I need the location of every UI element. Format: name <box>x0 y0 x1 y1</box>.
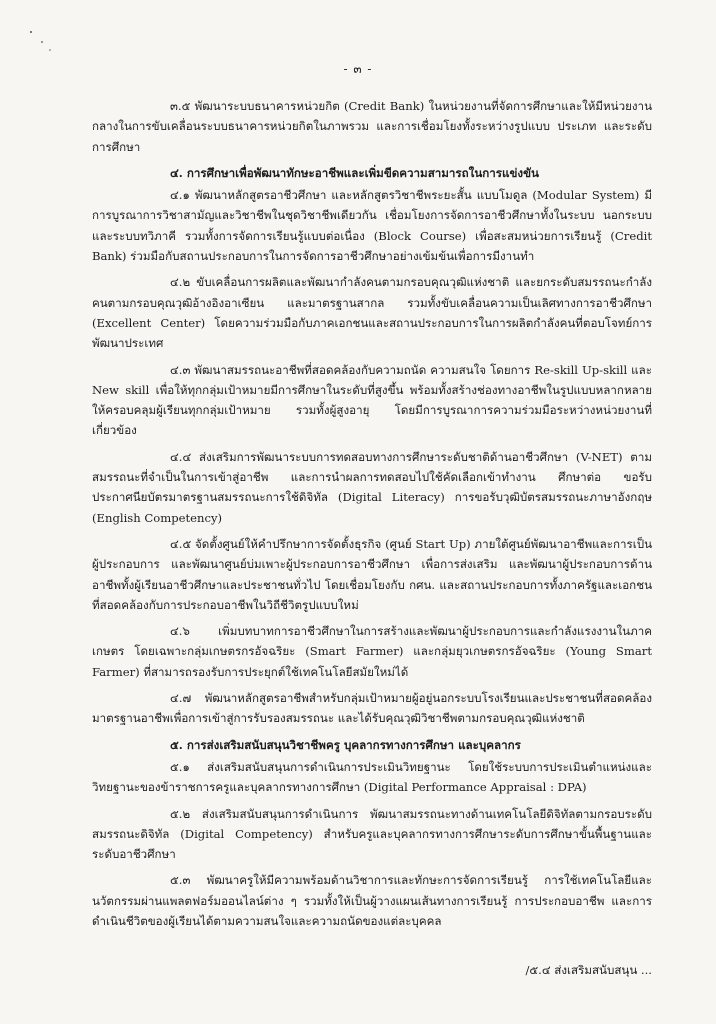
document-body <box>92 96 652 937</box>
paragraph-4-2: ๔.๒ ขับเคลื่อนการผลิตและพัฒนากำลังคนตามกรอบคุณวุฒิแห่งชาติ และยกระดับสมรรถนะกำลังคนตามกรอบคุณวุฒิอ้างอิงอาเซียน และมาตรฐานสากล รวมทั้งขับเคลื่อนความเป็นเลิศทางการอาชีวศึกษา (Excellent Center) โดยความร่วมมือกับภาคเอกชนและสถานประกอบการในการผลิตกำลังคนที่ตอบโจทย์การพัฒนาประเทศ <box>92 275 652 351</box>
paragraph-4-3: ๔.๓ พัฒนาสมรรถนะอาชีพที่สอดคล้องกับความถนัด ความสนใจ โดยการ Re-skill Up-skill และ New skill เพื่อให้ทุกกลุ่มเป้าหมายมีการศึกษาในระดับที่สูงขึ้น พร้อมทั้งสร้างช่องทางอาชีพในรูปแบบหลากหลายให้ครอบคลุมผู้เรียนทุกกลุ่มเป้าหมาย รวมทั้งผู้สูงอายุ โดยมีการบูรณาการความร่วมมือระหว่างหน่วยงานที่เกี่ยวข้อง <box>92 362 652 438</box>
paragraph-4-1: ๔.๑ พัฒนาหลักสูตรอาชีวศึกษา และหลักสูตรวิชาชีพระยะสั้น แบบโมดูล (Modular System) มีการบูรณาการวิชาสามัญและวิชาชีพในชุดวิชาชีพเดียวกัน เชื่อมโยงการจัดการอาชีวศึกษาทั้งในระบบ นอกระบบ และระบบทวิภาคี รวมทั้งการจัดการเรียนรู้แบบต่อเนื่อง (Block Course) เพื่อสะสมหน่วยการเรียนรู้ (Credit Bank) ร่วมมือกับสถานประกอบการในการจัดการอาชีวศึกษาอย่างเข้มข้นเพื่อการมีงานทำ <box>92 188 652 264</box>
paragraph-3-5: ๓.๕ พัฒนาระบบธนาคารหน่วยกิต (Credit Bank) ในหน่วยงานที่จัดการศึกษาและให้มีหน่วยงานกลางในการขับเคลื่อนระบบธนาคารหน่วยกิตในภาพรวม และการเชื่อมโยงทั้งระหว่างรูปแบบ ประเภท และระดับการศึกษา <box>92 99 652 154</box>
paragraph-4-7: ๔.๗ พัฒนาหลักสูตรอาชีพสำหรับกลุ่มเป้าหมายผู้อยู่นอกระบบโรงเรียนและประชาชนที่สอดคล้องมาตรฐานอาชีพเพื่อการเข้าสู่การรับรองสมรรถนะ และได้รับคุณวุฒิวิชาชีพตามกรอบคุณวุฒิแห่งชาติ <box>92 691 652 726</box>
paragraph-5-1: ๕.๑ ส่งเสริมสนับสนุนการดำเนินการประเมินวิทยฐานะ โดยใช้ระบบการประเมินตำแหน่งและวิทยฐานะของข้าราชการครูและบุคลากรทางการศึกษา (Digital Performance Appraisal : DPA) <box>92 759 652 795</box>
scan-specks <box>28 28 68 58</box>
paragraph-5-2: ๕.๒ ส่งเสริมสนับสนุนการดำเนินการ พัฒนาสมรรถนะทางด้านเทคโนโลยีดิจิทัลตามกรอบระดับสมรรถนะดิจิทัล (Digital Competency) สำหรับครูและบุคลากรทางการศึกษาระดับการศึกษาขั้นพื้นฐานและระดับอาชีวศึกษา <box>92 806 652 862</box>
section-heading-5: ๕. การส่งเสริมสนับสนุนวิชาชีพครู บุคลากรทางการศึกษา และบุคลากร <box>170 737 521 752</box>
paragraph-5-3: ๕.๓ พัฒนาครูให้มีความพร้อมด้านวิชาการและทักษะการจัดการเรียนรู้ การใช้เทคโนโลยีและนวัตกรรมผ่านแพลตฟอร์มออนไลน์ต่าง ๆ รวมทั้งให้เป็นผู้วางแผนเส้นทางการเรียนรู้ การประกอบอาชีพ และการดำเนินชีวิตของผู้เรียนได้ตามความสนใจและความถนัดของแต่ละบุคคล <box>92 873 652 928</box>
paragraph-4-6: ๔.๖ เพิ่มบทบาทการอาชีวศึกษาในการสร้างและพัฒนาผู้ประกอบการและกำลังแรงงานในภาคเกษตร โดยเฉพาะกลุ่มเกษตรกรอัจฉริยะ (Smart Farmer) และกลุ่มยุวเกษตรกรอัจฉริยะ (Young Smart Farmer) ที่สามารถรองรับการประยุกต์ใช้เทคโนโลยีสมัยใหม่ได้ <box>92 624 652 679</box>
continuation-note: /๕.๔ ส่งเสริมสนับสนุน ... <box>525 963 652 977</box>
section-heading-4: ๔. การศึกษาเพื่อพัฒนาทักษะอาชีพและเพิ่มขีดความสามารถในการแข่งขัน <box>170 165 539 180</box>
paragraph-4-5: ๔.๕ จัดตั้งศูนย์ให้คำปรึกษาการจัดตั้งธุรกิจ (ศูนย์ Start Up) ภายใต้ศูนย์พัฒนาอาชีพและการเป็นผู้ประกอบการ และพัฒนาศูนย์บ่มเพาะผู้ประกอบการอาชีวศึกษา เพื่อการส่งเสริม และพัฒนาผู้ประกอบการด้านอาชีพทั้งผู้เรียนอาชีวศึกษาและประชาชนทั่วไป โดยเชื่อมโยงกับ กศน. และสถานประกอบการทั้งภาครัฐและเอกชนที่สอดคล้องกับการประกอบอาชีพในวิถีชีวิตรูปแบบใหม่ <box>92 536 652 612</box>
paragraph-4-4: ๔.๔ ส่งเสริมการพัฒนาระบบการทดสอบทางการศึกษาระดับชาติด้านอาชีวศึกษา (V-NET) ตามสมรรถนะที่จำเป็นในการเข้าสู่อาชีพ และการนำผลการทดสอบไปใช้คัดเลือกเข้าทำงาน ศึกษาต่อ ขอรับประกาศนียบัตรมาตรฐานสมรรถนะการใช้ดิจิทัล (Digital Literacy) การขอรับวุฒิบัตรสมรรถนะภาษาอังกฤษ (English Competency) <box>92 449 652 525</box>
page-number: - ๓ - <box>343 62 373 76</box>
